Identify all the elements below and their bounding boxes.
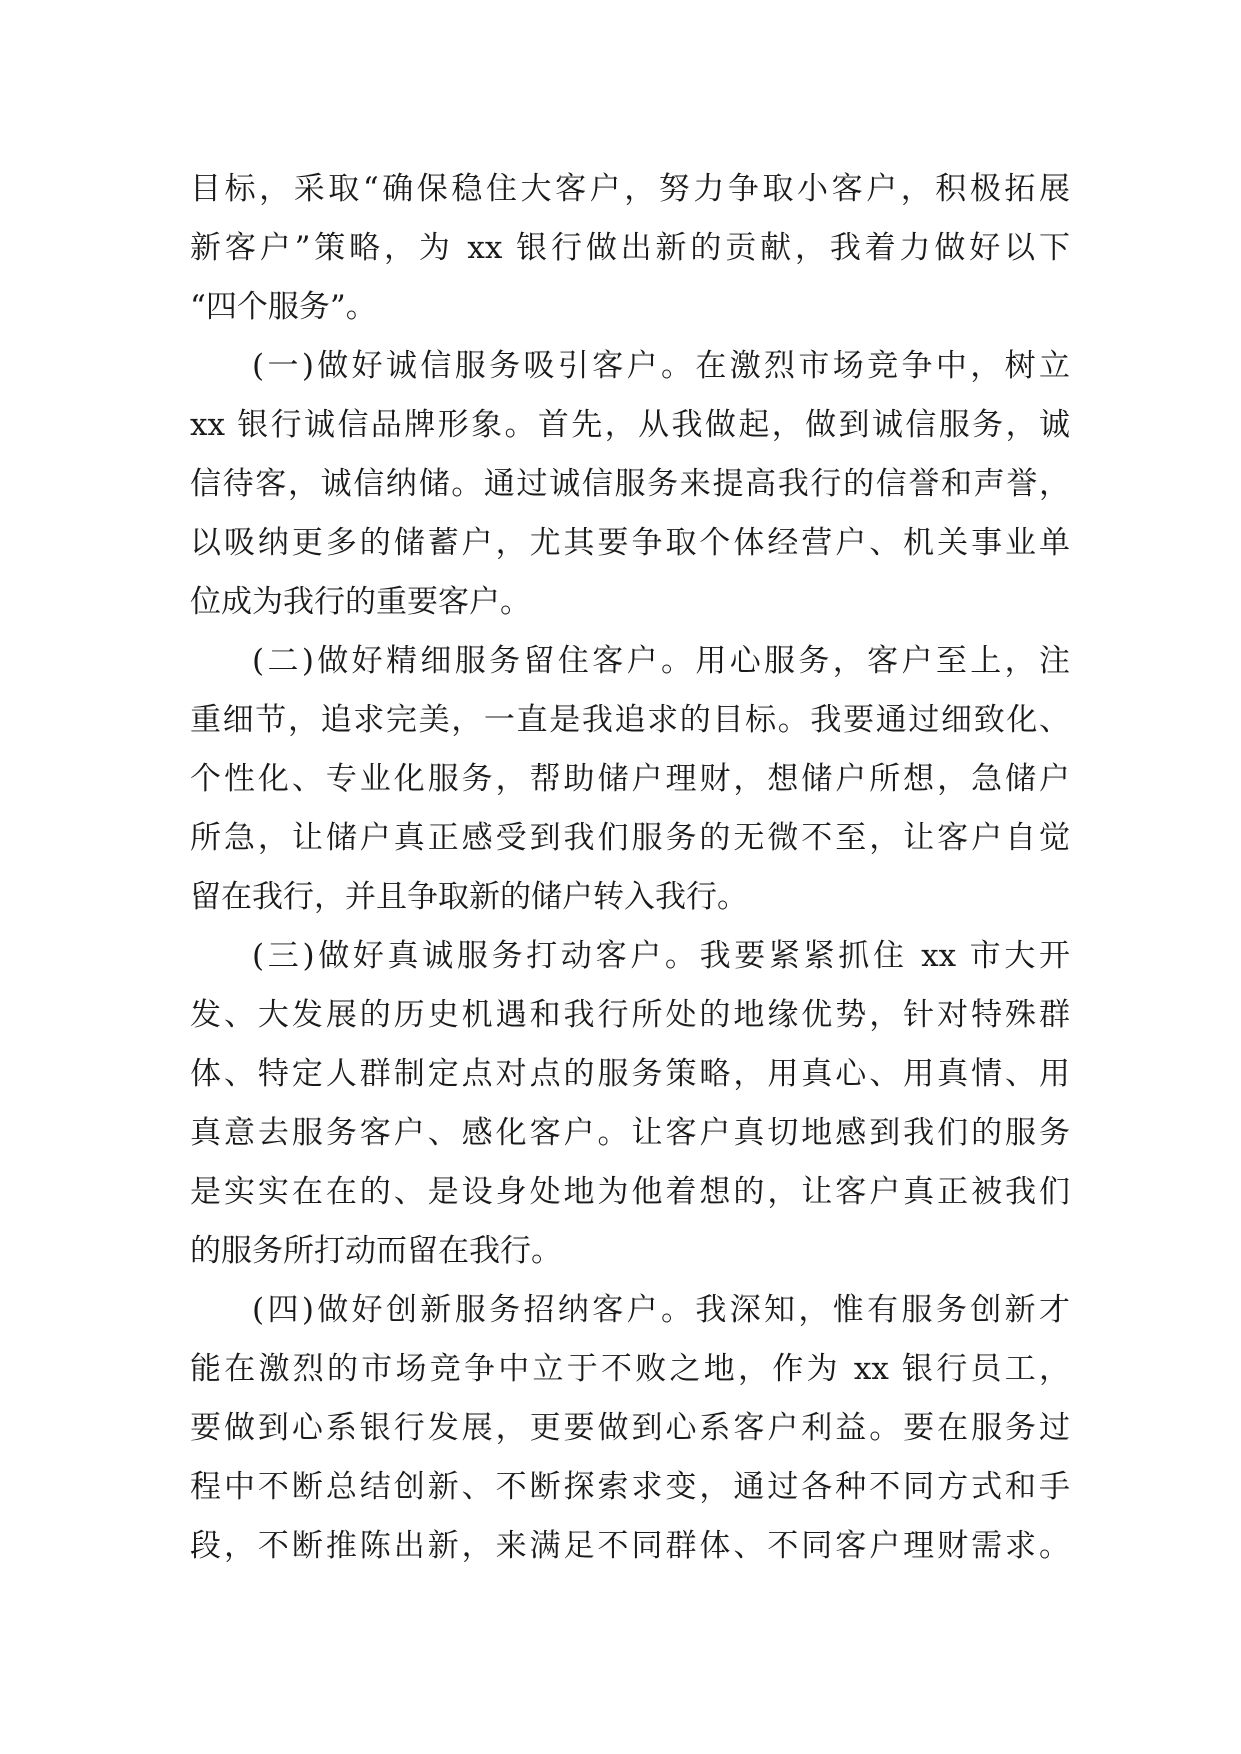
document-body: [190, 160, 1070, 1576]
text-line: 体、特定人群制定点对点的服务策略，用真心、用真情、用: [190, 1056, 1070, 1092]
text-line: (一)做好诚信服务吸引客户。在激烈市场竞争中，树立: [252, 348, 1070, 384]
text-line: 能在激烈的市场竞争中立于不败之地，作为 xx 银行员工，: [190, 1351, 1070, 1387]
paragraph-intro: [190, 160, 1070, 337]
text-line: xx 银行诚信品牌形象。首先，从我做起，做到诚信服务，诚: [190, 407, 1070, 443]
text-line: (四)做好创新服务招纳客户。我深知，惟有服务创新才: [252, 1292, 1070, 1328]
text-line: 重细节，追求完美，一直是我追求的目标。我要通过细致化、: [190, 702, 1070, 738]
text-line: 真意去服务客户、感化客户。让客户真切地感到我们的服务: [190, 1115, 1070, 1151]
text-line: (三)做好真诚服务打动客户。我要紧紧抓住 xx 市大开: [252, 938, 1070, 974]
text-line: 留在我行，并且争取新的储户转入我行。: [190, 879, 748, 915]
text-line: 的服务所打动而留在我行。: [190, 1233, 562, 1269]
text-line: 段，不断推陈出新，来满足不同群体、不同客户理财需求。: [190, 1528, 1070, 1564]
text-line: 个性化、专业化服务，帮助储户理财，想储户所想，急储户: [190, 761, 1070, 797]
paragraph-item-2: [190, 632, 1070, 927]
paragraph-item-4: [190, 1281, 1070, 1576]
text-line: 目标，采取“确保稳住大客户，努力争取小客户，积极拓展: [190, 171, 1070, 207]
text-line: 信待客，诚信纳储。通过诚信服务来提高我行的信誉和声誉，: [190, 466, 1070, 502]
text-line: “四个服务”。: [190, 289, 377, 325]
text-line: 新客户”策略，为 xx 银行做出新的贡献，我着力做好以下: [190, 230, 1070, 266]
text-line: 以吸纳更多的储蓄户，尤其要争取个体经营户、机关事业单: [190, 525, 1070, 561]
text-line: 所急，让储户真正感受到我们服务的无微不至，让客户自觉: [190, 820, 1070, 856]
text-line: (二)做好精细服务留住客户。用心服务，客户至上，注: [252, 643, 1070, 679]
text-line: 程中不断总结创新、不断探索求变，通过各种不同方式和手: [190, 1469, 1070, 1505]
paragraph-item-1: [190, 337, 1070, 632]
text-line: 是实实在在的、是设身处地为他着想的，让客户真正被我们: [190, 1174, 1070, 1210]
text-line: 发、大发展的历史机遇和我行所处的地缘优势，针对特殊群: [190, 997, 1070, 1033]
text-line: 要做到心系银行发展，更要做到心系客户利益。要在服务过: [190, 1410, 1070, 1446]
text-line: 位成为我行的重要客户。: [190, 584, 531, 620]
paragraph-item-3: [190, 927, 1070, 1281]
